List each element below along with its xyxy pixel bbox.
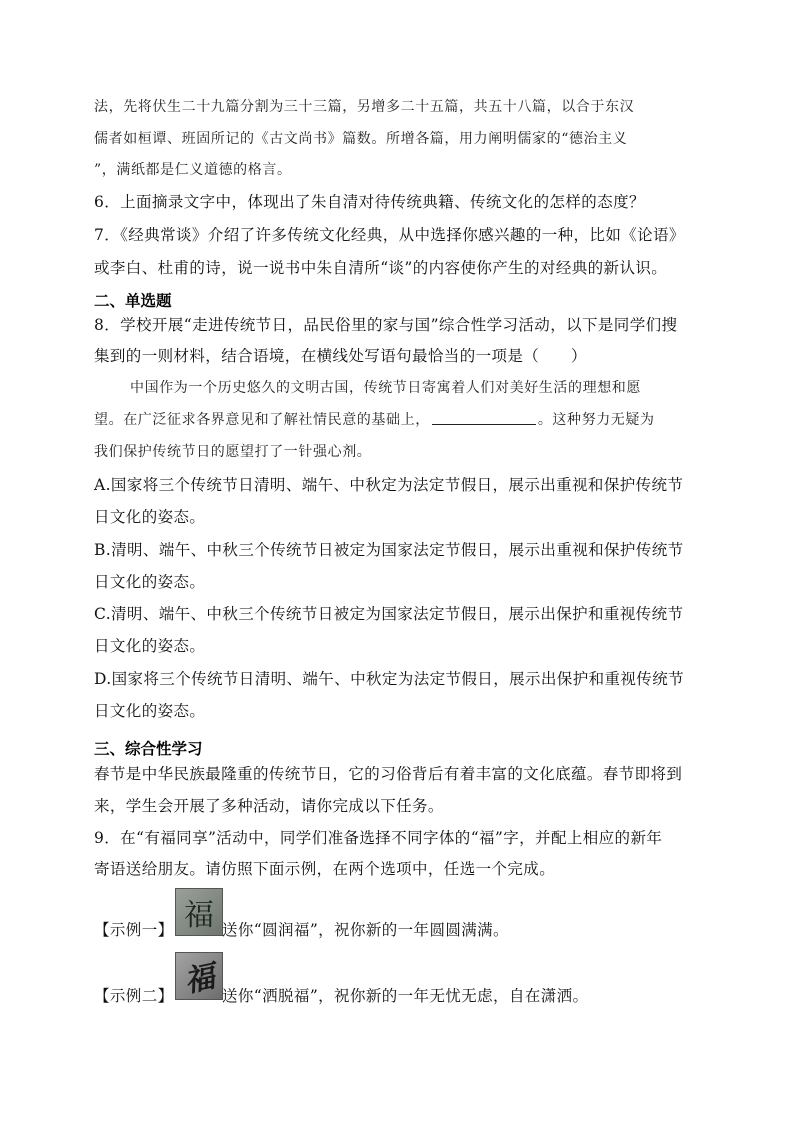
answer-blank	[432, 410, 536, 425]
passage-text: 望。在广泛征求各界意见和了解社情民意的基础上，	[94, 412, 430, 428]
question-8-line: 集到的一则材料，结合语境，在横线处写语句最恰当的一项是（ ）	[94, 347, 587, 365]
question-9-line: 9．在“有福同享”活动中，同学们准备选择不同字体的“福”字，并配上相应的新年	[94, 829, 663, 847]
question-8-line: 8．学校开展“走进传统节日，品民俗里的家与国”综合性学习活动，以下是同学们搜	[94, 316, 678, 334]
question-7-line: 或李白、杜甫的诗，说一说书中朱自清所“谈”的内容使你产生的对经典的新认识。	[94, 259, 668, 277]
option-d-line: 日文化的姿态。	[94, 702, 206, 720]
section-heading-single-choice: 二、单选题	[94, 291, 172, 310]
passage-text: 。这种努力无疑为	[537, 412, 655, 428]
example-two-text: 送你“洒脱福”，祝你新的一年无忧无虑，自在潇洒。	[222, 987, 589, 1005]
option-a-line: 日文化的姿态。	[94, 508, 206, 526]
passage-line: 我们保护传统节日的愿望打了一针强心剂。	[94, 444, 372, 460]
question-6: 6．上面摘录文字中，体现出了朱自清对待传统典籍、传统文化的怎样的态度？	[94, 193, 645, 211]
option-d-line: D.国家将三个传统节日清明、端午、中秋定为法定节假日，展示出保护和重视传统节	[94, 670, 685, 688]
question-7-line: 7．《经典常谈》介绍了许多传统文化经典，从中选择你感兴趣的一种，比如《论语》	[94, 226, 685, 244]
option-b-line: B.清明、端午、中秋三个传统节日被定为国家法定节假日，展示出重视和保护传统节	[94, 541, 684, 559]
passage-line	[94, 409, 655, 429]
excerpt-line: 儒者如桓谭、班固所记的《古文尚书》篇数。所增各篇，用力阐明儒家的“德治主义	[94, 131, 628, 147]
excerpt-line: ”，满纸都是仁义道德的格言。	[94, 162, 292, 178]
fu-character-image-rounded	[175, 888, 223, 936]
example-one-label: 【示例一】	[94, 921, 174, 939]
section-heading-comprehensive: 三、综合性学习	[94, 739, 203, 758]
option-c-line: C.清明、端午、中秋三个传统节日被定为国家法定节假日，展示出保护和重视传统节	[94, 605, 684, 623]
fu-character-image-cursive	[175, 952, 223, 1000]
fu-glyph: 福	[181, 959, 219, 1000]
fu-glyph: 福	[184, 898, 214, 933]
option-b-line: 日文化的姿态。	[94, 573, 206, 591]
question-9-line: 寄语送给朋友。请仿照下面示例，在两个选项中，任选一个完成。	[94, 860, 556, 878]
example-two-label: 【示例二】	[94, 987, 174, 1005]
excerpt-line: 法，先将伏生二十九篇分割为三十三篇，另增多二十五篇，共五十八篇，以合于东汉	[94, 99, 635, 115]
intro-line: 春节是中华民族最隆重的传统节日，它的习俗背后有着丰富的文化底蕴。春节即将到	[94, 765, 683, 783]
option-c-line: 日文化的姿态。	[94, 637, 206, 655]
intro-line: 来，学生会开展了多种活动，请你完成以下任务。	[94, 797, 444, 815]
option-a-line: A.国家将三个传统节日清明、端午、中秋定为法定节假日，展示出重视和保护传统节	[94, 476, 684, 494]
example-one-text: 送你“圆润福”，祝你新的一年圆圆满满。	[222, 921, 509, 939]
passage-line: 中国作为一个历史悠久的文明古国，传统节日寄寓着人们对美好生活的理想和愿	[130, 380, 641, 396]
